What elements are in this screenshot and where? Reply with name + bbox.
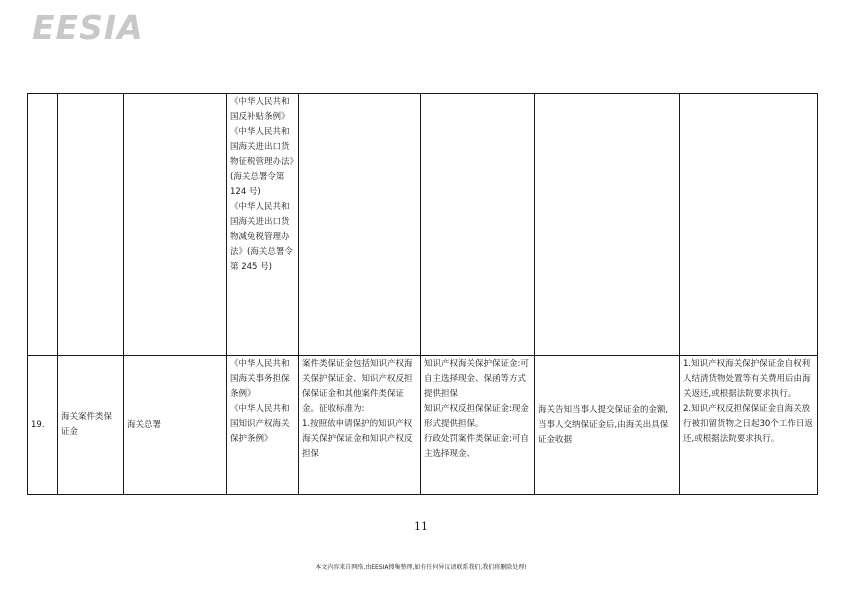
table-row	[28, 94, 818, 356]
cell-name	[58, 94, 124, 356]
cell-basis: 《中华人民共和国海关事务担保条例》 《中华人民共和国知识产权海关保护条例》	[227, 356, 299, 495]
cell-condition	[535, 94, 680, 356]
cell-method	[421, 94, 535, 356]
cell-refund: 1.知识产权海关保护保证金自权利人结清货物处置等有关费用后由海关返还,或根据法院要求执行。 2.知识产权反担保保证金自海关放行被扣留货物之日起30个工作日返还,或根据法院要求执行。	[680, 356, 818, 495]
table-row	[28, 356, 818, 495]
cell-scope: 案件类保证金包括知识产权海关保护保证金、知识产权反担保保证金和其他案件类保证金。征收标准为: 1.按照依申请保护的知识产权海关保护保证金和知识产权反担保	[299, 356, 421, 495]
page-number: 11	[414, 520, 428, 533]
cell-method: 知识产权海关保护保证金:可自主选择现金、保函等方式提供担保 知识产权反担保保证金:现金形式提供担保。 行政处罚案件类保证金:可自主选择现金、	[421, 356, 535, 495]
eesia-logo: EESIA	[32, 8, 144, 47]
cell-refund	[680, 94, 818, 356]
footer-disclaimer: 本文内容来自网络,由EESIA搜集整理,如有任何异议请联系我们,我们将删除处理!	[315, 564, 527, 571]
cell-dept: 海关总署	[124, 356, 227, 495]
cell-basis: 《中华人民共和国反补贴条例》 《中华人民共和国海关进出口货物征税管理办法》(海关总署令第 124 号) 《中华人民共和国海关进出口货物减免税管理办法》(海关总署令第 245 号)	[227, 94, 299, 356]
cell-dept	[124, 94, 227, 356]
cell-no	[28, 94, 58, 356]
cell-scope	[299, 94, 421, 356]
fee-table	[27, 93, 818, 495]
cell-condition: 海关告知当事人提交保证金的金额,当事人交纳保证金后,由海关出具保证金收据	[535, 356, 680, 495]
cell-no: 19.	[28, 356, 58, 495]
cell-name: 海关案件类保证金	[58, 356, 124, 495]
